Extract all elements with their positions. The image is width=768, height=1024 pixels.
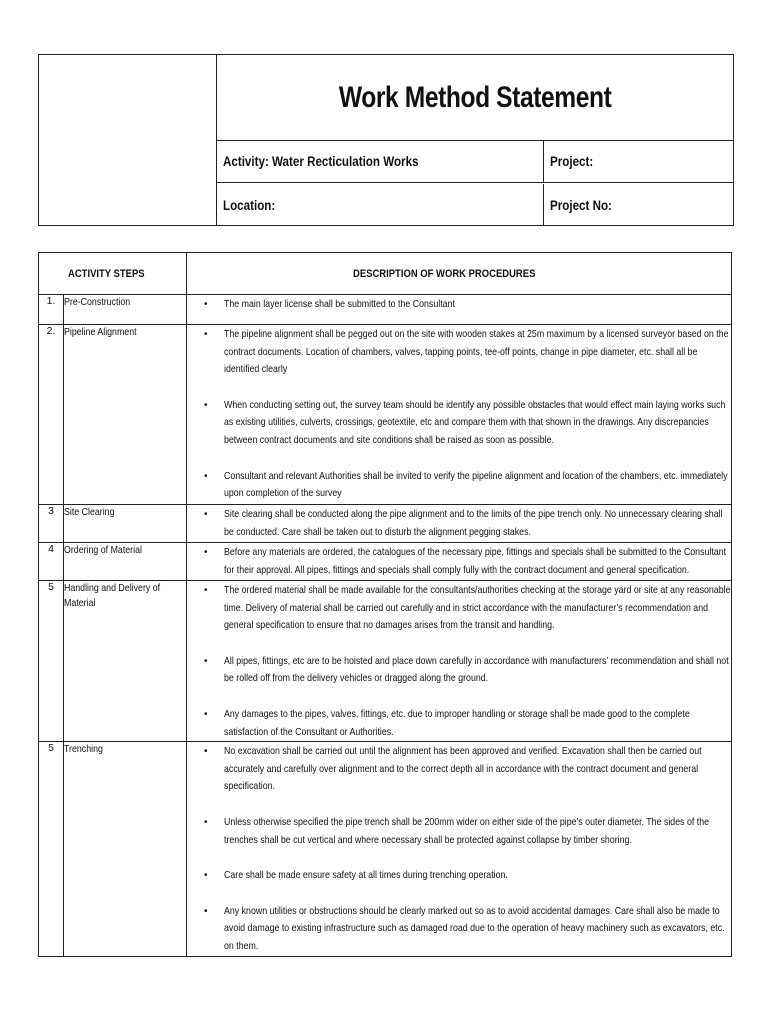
project-field [544, 141, 733, 182]
bullet-icon: • [204, 470, 208, 482]
project-label: Project: [550, 154, 594, 169]
table-row [39, 742, 732, 956]
table-row [39, 505, 732, 543]
header-row-location [217, 184, 733, 226]
list-item [187, 326, 731, 379]
step-description [187, 742, 732, 956]
step-name: Trenching [64, 742, 187, 956]
step-number: 5 [39, 581, 64, 742]
procedure-text: Unless otherwise specified the pipe trench shall be 200mm wider on either side of the pipe’s outer diameter. The sides of the trenches shall be cut vertical and where necessary shall be protected against collapse by timber shoring. [224, 815, 710, 846]
list-item [187, 582, 731, 635]
list-item [187, 544, 731, 579]
step-name: Site Clearing [64, 505, 187, 543]
procedure-text: Before any materials are ordered, the catalogues of the necessary pipe, fittings and specials shall be submitted to the Consultant for their approval. All pipes, fittings and specials shall comply fully with the contract document and general specification. [224, 546, 727, 576]
bullet-icon: • [204, 509, 208, 520]
bullet-icon: • [204, 329, 208, 340]
page-title [217, 55, 733, 141]
list-item [187, 706, 731, 741]
bullet-icon: • [204, 299, 208, 310]
bullet-icon: • [204, 746, 208, 758]
step-name: Handling and Delivery of Material [64, 581, 187, 742]
table-row [39, 581, 732, 742]
procedure-text: Any damages to the pipes, valves, fittings, etc. due to improper handling or storage shall be made good to the complete satisfaction of the Consultant or Authorities. [224, 707, 690, 738]
procedures-table [38, 252, 732, 957]
location-field [217, 184, 544, 226]
list-item [187, 814, 731, 849]
step-description [187, 325, 732, 505]
procedure-text: Site clearing shall be conducted along the pipe alignment and to the limits of the pipe trench only. No unnecessary clearing shall be conducted. Care shall be taken out to disturb the alignment pegging stakes. [224, 508, 723, 538]
activity-label: Activity: Water Recticulation Works [223, 154, 419, 169]
step-number: 5 [39, 742, 64, 956]
list-item [187, 653, 731, 688]
procedure-text: Care shall be made ensure safety at all times during trenching operation. [224, 869, 508, 882]
step-description [187, 543, 732, 581]
step-name: Ordering of Material [64, 543, 187, 581]
step-description [187, 505, 732, 543]
list-item [187, 903, 731, 956]
list-item [187, 506, 731, 541]
bullet-icon: • [204, 708, 208, 720]
bullet-icon: • [204, 905, 208, 917]
table-row [39, 325, 732, 505]
list-item [187, 867, 731, 885]
title-text: Work Method Statement [338, 80, 612, 114]
list-item [187, 296, 731, 314]
table-header-row [39, 253, 732, 295]
step-number: 1. [39, 295, 64, 325]
step-number: 2. [39, 325, 64, 505]
step-name: Pipeline Alignment [64, 325, 187, 505]
list-item [187, 468, 731, 503]
procedure-text: Any known utilities or obstructions should be clearly marked out so as to avoid accidental damages. Care shall also be made to avoid damage to existing infrastructure such as damaged road due to the operation of heavy machinery such as excavators, etc. on them. [224, 904, 725, 952]
project-no-label: Project No: [550, 197, 612, 213]
location-label: Location: [223, 197, 276, 213]
header-row-activity [217, 141, 733, 183]
bullet-icon: • [204, 399, 208, 411]
step-number: 3 [39, 505, 64, 543]
bullet-icon: • [204, 547, 208, 558]
table-body [39, 295, 732, 957]
procedure-text: Consultant and relevant Authorities shall be invited to verify the pipeline alignment and location of the chambers, etc. immediately upon completion of the survey [224, 469, 728, 500]
bullet-icon: • [204, 655, 208, 667]
procedure-text: When conducting setting out, the survey team should be identify any possible obstacles that would effect main laying works such as existing utilities, culverts, crossings, geotextile, etc and compare them with that shown in the drawings. Any discrepancies between contract documents and site conditions shall be raised as soon as possible. [224, 398, 726, 446]
procedure-text: The pipeline alignment shall be pegged out on the site with wooden stakes at 25m maximum by a licensed surveyor based on the contract documents. Location of chambers, valves, tapping points, tee-off points, change in pipe diameter, etc. shall all be identified clearly [224, 328, 729, 376]
document-header [38, 54, 734, 226]
procedure-text: All pipes, fittings, etc are to be hoisted and place down carefully in accordance with manufacturers’ recommendation and shall not be rolled off from the delivery vehicles or dragged along the ground. [224, 654, 729, 685]
bullet-icon: • [204, 870, 208, 882]
step-name: Pre-Construction [64, 295, 187, 325]
step-description [187, 295, 732, 325]
column-header-steps: ACTIVITY STEPS [39, 253, 187, 295]
activity-field [217, 141, 544, 182]
list-item [187, 397, 731, 450]
column-header-description: DESCRIPTION OF WORK PROCEDURES [187, 253, 732, 295]
bullet-icon: • [204, 585, 208, 596]
logo-placeholder [39, 55, 217, 225]
project-no-field [544, 184, 733, 226]
bullet-icon: • [204, 816, 208, 828]
procedure-text: The main layer license shall be submitted to the Consultant [224, 298, 455, 310]
step-number: 4 [39, 543, 64, 581]
procedure-text: No excavation shall be carried out until the alignment has been approved and verified. Excavation shall then be carried out accurately and carefully over alignment and to the correct depth all in accordance with the contract document and general specification. [224, 745, 702, 793]
procedure-text: The ordered material shall be made available for the consultants/authorities checking at the storage yard or site at any reasonable time. Delivery of material shall be carried out carefully and in strict accordance with the manufacturer’s recommendation and general specification to ensure that no damages arises from the transit and handling. [224, 584, 731, 632]
table-row [39, 543, 732, 581]
step-description [187, 581, 732, 742]
table-row [39, 295, 732, 325]
list-item [187, 743, 731, 796]
